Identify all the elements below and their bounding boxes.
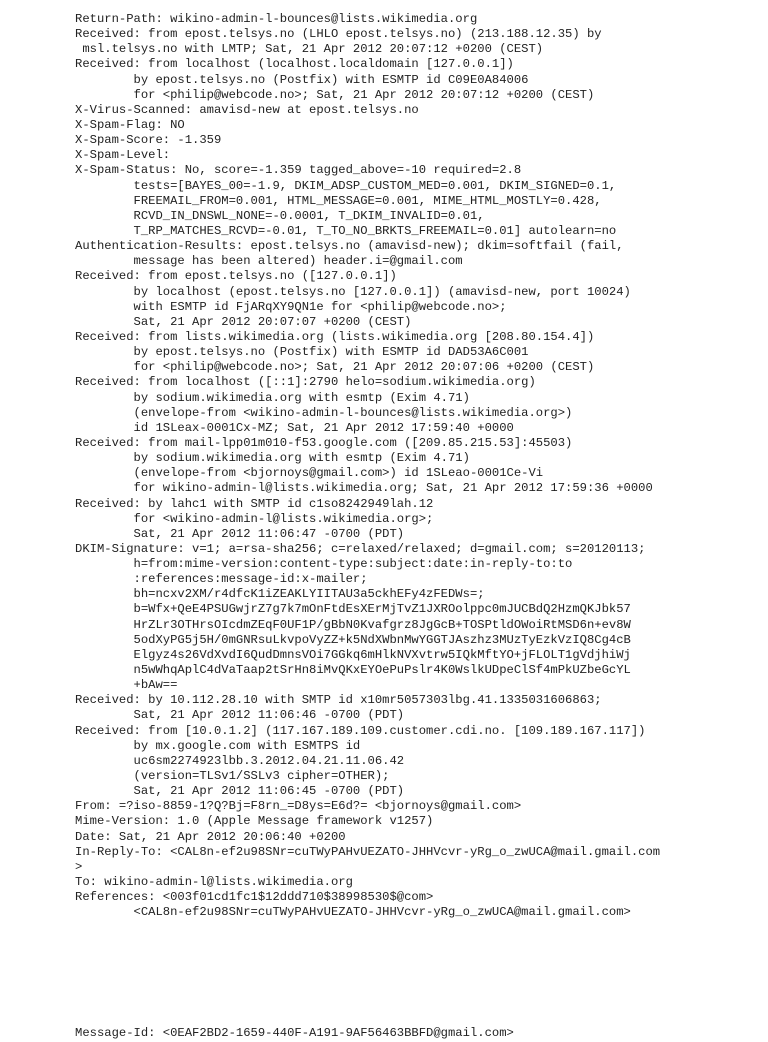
header-line: :references:message-id:x-mailer; (75, 572, 368, 587)
header-line: To: wikino-admin-l@lists.wikimedia.org (75, 875, 353, 890)
header-line: (envelope-from <wikino-admin-l-bounces@lists.wikimedia.org>) (75, 405, 573, 420)
header-line: uc6sm2274923lbb.3.2012.04.21.11.06.42 (75, 753, 405, 768)
header-line: X-Spam-Score: -1.359 (75, 133, 222, 148)
header-line: T_RP_MATCHES_RCVD=-0.01, T_TO_NO_BRKTS_FREEMAIL=0.01] autolearn=no (75, 223, 617, 238)
header-line: for <philip@webcode.no>; Sat, 21 Apr 2012 20:07:12 +0200 (CEST) (75, 87, 595, 102)
header-line: bh=ncxv2XM/r4dfcK1iZEAKLYIITAU3a5ckhEFy4zFEDWs=; (75, 587, 485, 602)
header-line: Sat, 21 Apr 2012 11:06:45 -0700 (PDT) (75, 784, 405, 799)
header-line: Return-Path: wikino-admin-l-bounces@lists.wikimedia.org (75, 12, 478, 26)
header-line: by localhost (epost.telsys.no [127.0.0.1]) (amavisd-new, port 10024) (75, 284, 631, 299)
header-line: Mime-Version: 1.0 (Apple Message framework v1257) (75, 814, 434, 829)
header-line: References: <003f01cd1fc1$12ddd710$38998530$@com> (75, 890, 434, 905)
header-line: msl.telsys.no with LMTP; Sat, 21 Apr 2012 20:07:12 +0200 (CEST) (75, 42, 544, 57)
header-line: b=Wfx+QeE4PSUGwjrZ7g7k7mOnFtdEsXErMjTvZ1JXROolppc0mJUCBdQ2HzmQKJbk57 (75, 602, 631, 617)
header-line: X-Spam-Level: (75, 148, 171, 163)
header-line: id 1SLeax-0001Cx-MZ; Sat, 21 Apr 2012 17:59:40 +0000 (75, 420, 514, 435)
header-line: message has been altered) header.i=@gmail.com (75, 254, 463, 269)
header-line: Received: from localhost ([::1]:2790 helo=sodium.wikimedia.org) (75, 375, 536, 390)
header-line: Elgyz4s26VdXvdI6QudDmnsVOi7GGkq6mHlkNVXvtrw5IQkMftYO+jFLOLT1gVdjhiWj (75, 647, 631, 662)
header-line: (version=TLSv1/SSLv3 cipher=OTHER); (75, 769, 390, 784)
header-line: DKIM-Signature: v=1; a=rsa-sha256; c=relaxed/relaxed; d=gmail.com; s=20120113; (75, 541, 646, 556)
header-line: From: =?iso-8859-1?Q?Bj=F8rn_=D8ys=E6d?= <bjornoys@gmail.com> (75, 799, 522, 814)
header-line: by epost.telsys.no (Postfix) with ESMTP id C09E0A84006 (75, 72, 529, 87)
header-line: (envelope-from <bjornoys@gmail.com>) id 1SLeao-0001Ce-Vi (75, 466, 544, 481)
header-line: Received: from epost.telsys.no (LHLO epost.telsys.no) (213.188.12.35) by (75, 27, 602, 42)
header-line: X-Virus-Scanned: amavisd-new at epost.telsys.no (75, 102, 419, 117)
header-line: for wikino-admin-l@lists.wikimedia.org; Sat, 21 Apr 2012 17:59:36 +0000 (75, 481, 653, 496)
header-line: by mx.google.com with ESMTPS id (75, 738, 361, 753)
header-line: Received: by lahc1 with SMTP id c1so8242949lah.12 (75, 496, 434, 511)
header-line: X-Spam-Flag: NO (75, 117, 185, 132)
header-line: X-Spam-Status: No, score=-1.359 tagged_above=-10 required=2.8 (75, 163, 522, 178)
header-line: Sat, 21 Apr 2012 20:07:07 +0200 (CEST) (75, 314, 412, 329)
header-line: for <philip@webcode.no>; Sat, 21 Apr 2012 20:07:06 +0200 (CEST) (75, 360, 595, 375)
blank-space (75, 920, 765, 1026)
header-line: 5odXyPG5j5H/0mGNRsuLkvpoVyZZ+k5NdXWbnMwYGGTJAszhz3MUzTyEzkVzIQ8Cg4cB (75, 632, 631, 647)
header-line: with ESMTP id FjARqXY9QN1e for <philip@webcode.no>; (75, 299, 507, 314)
header-line: <CAL8n-ef2u98SNr=cuTWyPAHvUEZATO-JHHVcvr-yRg_o_zwUCA@mail.gmail.com> (75, 905, 631, 920)
header-line: Received: from [10.0.1.2] (117.167.189.109.customer.cdi.no. [109.189.167.117]) (75, 723, 646, 738)
header-line: FREEMAIL_FROM=0.001, HTML_MESSAGE=0.001, MIME_HTML_MOSTLY=0.428, (75, 193, 602, 208)
header-line: Authentication-Results: epost.telsys.no (amavisd-new); dkim=softfail (fail, (75, 239, 624, 254)
header-lines (75, 12, 765, 920)
header-line: by sodium.wikimedia.org with esmtp (Exim 4.71) (75, 390, 470, 405)
header-line: tests=[BAYES_00=-1.9, DKIM_ADSP_CUSTOM_MED=0.001, DKIM_SIGNED=0.1, (75, 178, 617, 193)
header-line: by sodium.wikimedia.org with esmtp (Exim 4.71) (75, 451, 470, 466)
header-line: Received: from localhost (localhost.localdomain [127.0.0.1]) (75, 57, 514, 72)
header-line: for <wikino-admin-l@lists.wikimedia.org>; (75, 511, 434, 526)
header-line: In-Reply-To: <CAL8n-ef2u98SNr=cuTWyPAHvUEZATO-JHHVcvr-yRg_o_zwUCA@mail.gmail.com (75, 844, 661, 859)
header-line: HrZLr3OTHrsOIcdmZEqF0UF1P/gBbN0Kvafgrz8JgGcB+TOSPtldOWoiRtMSD6n+ev8W (75, 617, 631, 632)
header-line: Received: from lists.wikimedia.org (lists.wikimedia.org [208.80.154.4]) (75, 329, 595, 344)
email-header-document (75, 12, 765, 1042)
header-line: +bAw== (75, 678, 178, 693)
header-line: n5wWhqAplC4dVaTaap2tSrHn8iMvQKxEYOePuPslr4K0WslkUDpeClSf4mPkUZbeGcYL (75, 663, 631, 678)
header-line: Sat, 21 Apr 2012 11:06:47 -0700 (PDT) (75, 526, 405, 541)
message-id-line: Message-Id: <0EAF2BD2-1659-440F-A191-9AF56463BBFD@gmail.com> (75, 1026, 514, 1041)
header-line: Received: from mail-lpp01m010-f53.google.com ([209.85.215.53]:45503) (75, 435, 573, 450)
header-line: RCVD_IN_DNSWL_NONE=-0.0001, T_DKIM_INVALID=0.01, (75, 208, 485, 223)
header-line: Sat, 21 Apr 2012 11:06:46 -0700 (PDT) (75, 708, 405, 723)
header-line: h=from:mime-version:content-type:subject:date:in-reply-to:to (75, 557, 573, 572)
header-line: > (75, 859, 83, 874)
header-line: Received: from epost.telsys.no ([127.0.0.1]) (75, 269, 397, 284)
header-line: Received: by 10.112.28.10 with SMTP id x10mr5057303lbg.41.1335031606863; (75, 693, 602, 708)
header-line: by epost.telsys.no (Postfix) with ESMTP id DAD53A6C001 (75, 345, 529, 360)
header-line: Date: Sat, 21 Apr 2012 20:06:40 +0200 (75, 829, 346, 844)
